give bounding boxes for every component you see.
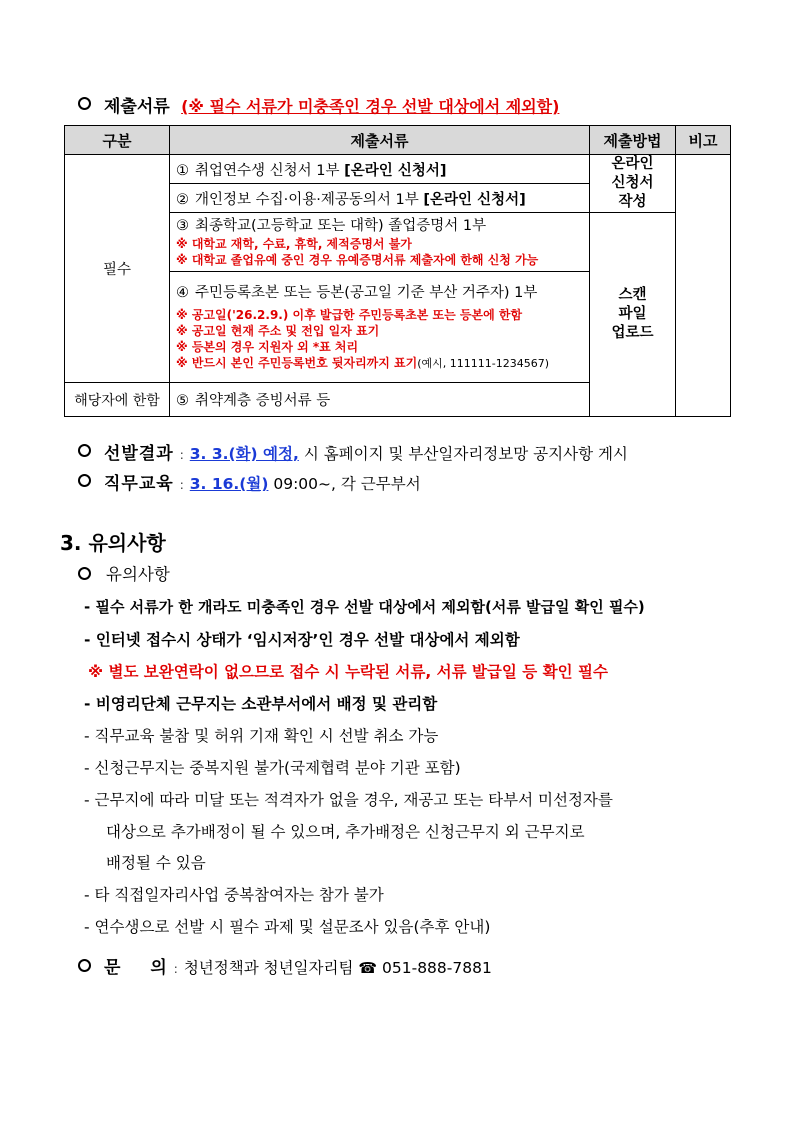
table-header: 구분 (65, 126, 170, 155)
doc-text: 주민등록초본 또는 등본(공고일 기준 부산 거주자) 1부 (195, 284, 538, 301)
note-continuation: 대상으로 추가배정이 될 수 있으며, 추가배정은 신청근무지 외 근무지로 (106, 823, 585, 841)
doc-cell (170, 155, 590, 184)
note-item: - 근무지에 따라 미달 또는 적격자가 없을 경우, 재공고 또는 타부서 미선정자를 (84, 791, 613, 809)
table-header: 제출서류 (170, 126, 590, 155)
doc-text: 취업연수생 신청서 1부 (195, 162, 340, 179)
note-item: - 비영리단체 근무지는 소관부서에서 배정 및 관리함 (84, 695, 438, 713)
doc-note: ※ 공고일 현재 주소 및 전입 일자 표기 (176, 323, 380, 338)
method-online: 온라인 신청서 작성 (590, 155, 676, 213)
contact-text: 청년정책과 청년일자리팀 (183, 959, 354, 977)
section-title: 제출서류 (104, 97, 170, 117)
doc-text: 개인정보 수집·이용·제공동의서 1부 (195, 191, 419, 208)
doc-note-example: (예시, 111111-1234567) (417, 356, 549, 370)
note-warning: ※ 별도 보완연락이 없으므로 접수 시 누락된 서류, 서류 발급일 등 확인 필수 (88, 663, 608, 681)
training-text: 09:00~, 각 근무부서 (273, 475, 421, 493)
doc-note: ※ 등본의 경우 지원자 외 *표 처리 (176, 339, 359, 354)
doc-cell (170, 272, 590, 383)
note-item: - 필수 서류가 한 개라도 미충족인 경우 선발 대상에서 제외함(서류 발급일 확인 필수) (84, 598, 645, 616)
contact-label: 문 의 (104, 958, 168, 978)
note-item: - 타 직접일자리사업 중복참여자는 참가 불가 (84, 886, 384, 904)
training-date: 3. 16.(월) (189, 475, 269, 493)
note-continuation: 배정될 수 있음 (106, 854, 206, 872)
result-label: 선발결과 (104, 444, 174, 464)
doc-note: ※ 대학교 재학, 수료, 휴학, 제적증명서 불가 (176, 237, 412, 251)
table-header: 비고 (676, 126, 731, 155)
bullet-circle-icon (78, 567, 91, 580)
note-item: - 신청근무지는 중복지원 불가(국제협력 분야 기관 포함) (84, 759, 461, 777)
bullet-circle-icon (78, 444, 91, 457)
method-scan: 스캔 파일 업로드 (590, 213, 676, 417)
doc-cell (170, 383, 590, 417)
training-label: 직무교육 (104, 474, 174, 494)
bullet-circle-icon (78, 474, 91, 487)
section-warning: (※ 필수 서류가 미충족인 경우 선발 대상에서 제외함) (181, 97, 560, 116)
contact-phone: 051-888-7881 (382, 959, 492, 977)
doc-note: ※ 공고일('26.2.9.) 이후 발급한 주민등록초본 또는 등본에 한함 (176, 307, 523, 322)
doc-cell (170, 184, 590, 213)
documents-table (64, 125, 731, 417)
note-item: - 연수생으로 선발 시 필수 과제 및 설문조사 있음(추후 안내) (84, 918, 491, 936)
section-heading (78, 92, 559, 117)
phone-icon: ☎ (358, 959, 378, 977)
doc-number: ① (176, 162, 189, 179)
doc-text: 취약계층 증빙서류 등 (195, 393, 331, 409)
table-row (65, 155, 731, 184)
category-required: 필수 (65, 155, 170, 383)
doc-tag: [온라인 신청서] (423, 191, 526, 208)
category-applicable: 해당자에 한함 (65, 383, 170, 417)
doc-text: 최종학교(고등학교 또는 대학) 졸업증명서 1부 (195, 218, 487, 234)
doc-cell (170, 213, 590, 272)
training-line: 직무교육 : 3. 16.(월) 09:00~, 각 근무부서 (104, 474, 421, 494)
section-title: 3. 유의사항 (60, 531, 166, 555)
note-item: - 직무교육 불참 및 허위 기재 확인 시 선발 취소 가능 (84, 727, 439, 745)
doc-number: ④ (176, 284, 189, 301)
doc-note: ※ 대학교 졸업유예 중인 경우 유예증명서류 제출자에 한해 신청 가능 (176, 253, 539, 267)
bullet-circle-icon (78, 959, 91, 972)
remarks-cell (676, 155, 731, 417)
result-date: 3. 3.(화) 예정, (189, 445, 299, 463)
doc-number: ③ (176, 218, 189, 234)
doc-tag: [온라인 신청서] (344, 162, 447, 179)
table-header-row (65, 126, 731, 155)
result-text: 시 홈페이지 및 부산일자리정보망 공지사항 게시 (303, 445, 628, 463)
table-header: 제출방법 (590, 126, 676, 155)
doc-note: ※ 반드시 본인 주민등록번호 뒷자리까지 표기 (176, 355, 418, 370)
result-line: 선발결과 : 3. 3.(화) 예정, 시 홈페이지 및 부산일자리정보망 공지사항 게시 (104, 444, 628, 464)
note-item: - 인터넷 접수시 상태가 ‘임시저장’인 경우 선발 대상에서 제외함 (84, 631, 520, 649)
doc-number: ⑤ (176, 393, 189, 409)
doc-number: ② (176, 191, 189, 208)
contact-line: 문 의 : 청년정책과 청년일자리팀 ☎ 051-888-7881 (104, 958, 492, 978)
subsection-title: 유의사항 (106, 565, 170, 584)
